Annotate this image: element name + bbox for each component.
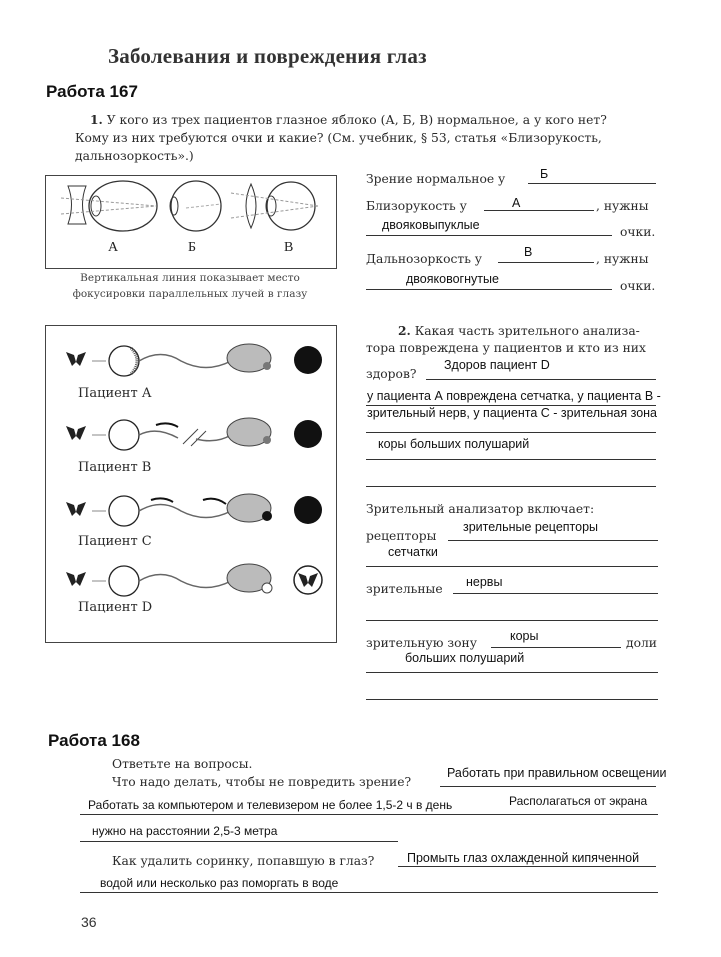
patient-a-diagram bbox=[66, 344, 322, 376]
task1-number: 1. bbox=[90, 112, 103, 127]
hyperopia-glasses-suffix: очки. bbox=[620, 279, 656, 293]
eye-b-icon bbox=[170, 181, 221, 231]
task1-line1: У кого из трех пациентов глазное яблоко (А, Б, В) нормальное, а у кого нет? bbox=[106, 113, 607, 127]
nerves-prompt: зрительные bbox=[366, 582, 443, 596]
answer-1-line-3[interactable]: Располагаться от экрана bbox=[509, 794, 648, 808]
task2-line1-text: Какая часть зрительного анализа- bbox=[414, 324, 640, 338]
zone-prompt: зрительную зону bbox=[366, 636, 477, 650]
question-2: Как удалить соринку, попавшую в глаз? bbox=[112, 854, 375, 868]
myopia-suffix: , нужны bbox=[596, 199, 649, 213]
patient-b-diagram bbox=[66, 418, 322, 450]
eye-a-icon bbox=[61, 181, 157, 231]
task2-line3: здоров? bbox=[366, 367, 417, 381]
vision-result-icon bbox=[294, 496, 322, 524]
vision-result-icon bbox=[294, 420, 322, 448]
eyeball-icon bbox=[109, 346, 139, 376]
vision-result-icon bbox=[294, 346, 322, 374]
page-title: Заболевания и повреждения глаз bbox=[108, 44, 427, 68]
receptors-answer-2[interactable]: сетчатки bbox=[388, 545, 438, 559]
answer-2-line-2[interactable]: водой или несколько раз поморгать в воде bbox=[100, 876, 339, 890]
butterfly-icon bbox=[66, 572, 86, 586]
task2-answer-3[interactable]: зрительный нерв, у пациента С - зрительная зона bbox=[367, 406, 658, 420]
task2-line2: тора повреждена у пациентов и кто из них bbox=[366, 341, 646, 355]
patient-d-label: Пациент D bbox=[78, 600, 153, 615]
zone-answer-1[interactable]: коры bbox=[510, 629, 539, 643]
task2-answer-1[interactable]: Здоров пациент D bbox=[444, 358, 550, 372]
hyperopia-answer[interactable]: В bbox=[524, 245, 533, 259]
patient-b-label: Пациент В bbox=[78, 460, 152, 475]
task2-answer-4[interactable]: коры больших полушарий bbox=[378, 437, 530, 451]
task2-number: 2. bbox=[398, 323, 411, 338]
question-1: Что надо делать, чтобы не повредить зрение? bbox=[112, 775, 412, 789]
zone-answer-2[interactable]: больших полушарий bbox=[405, 651, 525, 665]
receptors-prompt: рецепторы bbox=[366, 529, 437, 543]
answer-2-line-1[interactable]: Промыть глаз охлажденной кипяченной bbox=[407, 851, 640, 865]
eye-label-b: Б bbox=[188, 240, 197, 255]
answer-1-line-1[interactable]: Работать при правильном освещении bbox=[447, 766, 667, 780]
myopia-glasses-answer[interactable]: двояковыпуклые bbox=[382, 218, 480, 232]
task1-text bbox=[90, 110, 690, 130]
hyperopia-prompt: Дальнозоркость у bbox=[366, 252, 483, 266]
eyeball-icon bbox=[109, 420, 139, 450]
butterfly-icon bbox=[66, 502, 86, 516]
task1-line3: дальнозоркость».) bbox=[75, 149, 194, 163]
task2-answer-2[interactable]: у пациента А повреждена сетчатка, у пациента В - bbox=[367, 389, 661, 403]
myopia-glasses-suffix: очки. bbox=[620, 225, 656, 239]
butterfly-icon bbox=[66, 352, 86, 366]
eye-label-v: В bbox=[284, 240, 294, 255]
hyperopia-glasses-answer[interactable]: двояковогнутые bbox=[406, 272, 499, 286]
normal-answer[interactable]: Б bbox=[540, 167, 549, 181]
eye-label-a: А bbox=[108, 240, 119, 255]
eyeball-icon bbox=[109, 496, 139, 526]
vision-result-icon bbox=[294, 566, 322, 594]
hyperopia-suffix: , нужны bbox=[596, 252, 649, 266]
work-167-heading: Работа 167 bbox=[46, 82, 138, 101]
work168-intro: Ответьте на вопросы. bbox=[112, 757, 253, 771]
myopia-prompt: Близорукость у bbox=[366, 199, 467, 213]
myopia-answer[interactable]: А bbox=[512, 196, 521, 210]
answer-1-line-2[interactable]: Работать за компьютером и телевизером не более 1,5-2 ч в день bbox=[88, 798, 453, 812]
patient-c-label: Пациент С bbox=[78, 534, 152, 549]
analyzer-intro: Зрительный анализатор включает: bbox=[366, 502, 595, 516]
caption-line1: Вертикальная линия показывает место bbox=[80, 272, 300, 284]
answer-1-line-4[interactable]: нужно на расстоянии 2,5-3 метра bbox=[92, 824, 278, 838]
patient-d-diagram bbox=[66, 564, 322, 596]
work-168-heading: Работа 168 bbox=[48, 731, 140, 750]
eyeball-icon bbox=[109, 566, 139, 596]
butterfly-icon bbox=[66, 426, 86, 440]
normal-prompt: Зрение нормальное у bbox=[366, 172, 506, 186]
receptors-answer-1[interactable]: зрительные рецепторы bbox=[463, 520, 599, 534]
patient-a-label: Пациент А bbox=[78, 386, 152, 401]
patients-diagram bbox=[46, 326, 336, 642]
patient-c-diagram bbox=[66, 494, 322, 526]
eye-v-icon bbox=[231, 182, 318, 230]
eye-figure-caption bbox=[45, 270, 335, 302]
task2-line1 bbox=[398, 321, 640, 341]
nerves-answer[interactable]: нервы bbox=[466, 575, 503, 589]
patients-figure bbox=[45, 325, 337, 643]
eye-figure bbox=[45, 175, 337, 269]
caption-line2: фокусировки параллельных лучей в глазу bbox=[72, 288, 308, 300]
task1-line2: Кому из них требуются очки и какие? (См. учебник, § 53, статья «Близорукость, bbox=[75, 131, 602, 145]
zone-suffix: доли bbox=[626, 636, 657, 650]
page-number: 36 bbox=[81, 914, 97, 930]
